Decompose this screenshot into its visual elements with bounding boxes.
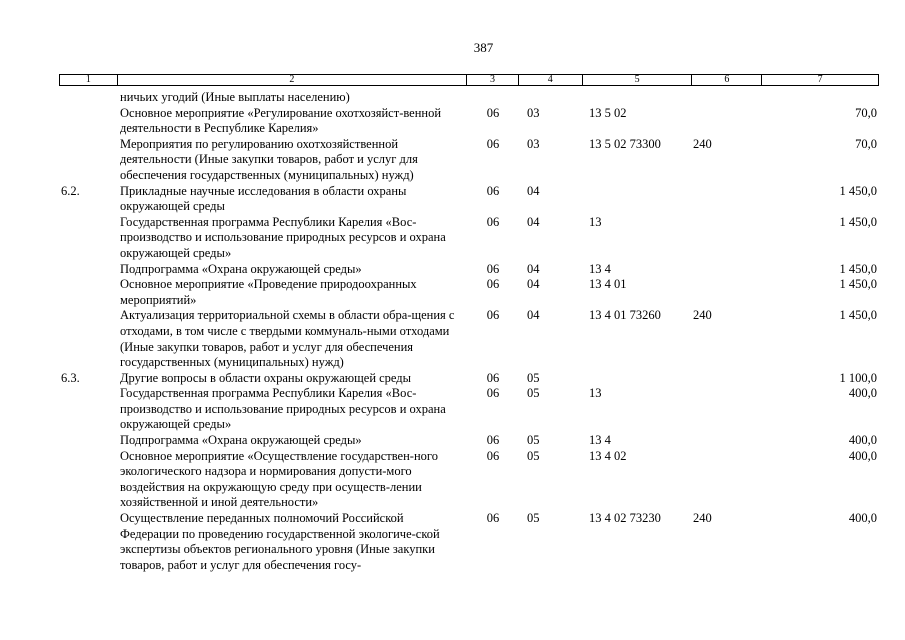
row-section: 06: [486, 511, 500, 526]
page-number: 387: [473, 40, 494, 55]
row-expense-type: [693, 449, 763, 511]
row-name: Основное мероприятие «Проведение природоохранных мероприятий»: [120, 277, 417, 307]
row-subsection: 05: [527, 448, 540, 463]
row-number: 6.3.: [61, 370, 80, 385]
table-body: [59, 90, 879, 573]
row-expense-type: [693, 371, 763, 387]
row-section: 06: [486, 214, 500, 229]
row-name: ничьих угодий (Иные выплаты населению): [120, 90, 350, 104]
row-expense-type: [693, 386, 763, 433]
row-section: 06: [486, 370, 500, 385]
row-amount: 70,0: [855, 105, 877, 120]
table-row: [59, 184, 879, 215]
table-row: [59, 449, 879, 511]
row-target-article: 13: [589, 214, 602, 229]
row-name: Подпрограмма «Охрана окружающей среды»: [120, 261, 362, 276]
row-name: Осуществление переданных полномочий Российской Федерации по проведению государственной экологиче-ской экспертизы объектов регионального уровня (Иные закупки товаров, работ и услуг для обеспечения госу-: [120, 511, 440, 572]
row-subsection: 04: [527, 214, 540, 229]
row-name: Мероприятия по регулированию охотхозяйственной деятельности (Иные закупки товаров, работ и услуг для обеспечения государственных (муниципальных) нужд): [120, 136, 418, 182]
row-name: Основное мероприятие «Осуществление государствен-ного экологического надзора и нормирования допусти-мого воздействия на окружающую среду при осуществ-лении хозяйственной и иной деятельности»: [120, 448, 438, 510]
row-section: 06: [486, 261, 500, 276]
header-col-7: 7: [817, 74, 823, 85]
table-row: [59, 386, 879, 433]
row-section: 06: [486, 136, 500, 151]
row-subsection: 04: [527, 308, 540, 323]
row-amount: [763, 90, 879, 106]
table-row: [59, 511, 879, 573]
row-subsection: 04: [527, 277, 540, 292]
row-amount: 70,0: [855, 136, 877, 151]
row-expense-type: [693, 262, 763, 278]
row-target-article: 13 4 02: [589, 448, 627, 463]
row-expense-type: 240: [693, 136, 712, 151]
row-amount: 1 450,0: [839, 277, 877, 292]
row-number: [59, 137, 117, 184]
header-col-4: 4: [519, 75, 583, 85]
row-amount: 400,0: [848, 511, 877, 526]
table-row: [59, 277, 879, 308]
row-number: [59, 106, 117, 137]
row-target-article: 13 4: [589, 433, 611, 448]
row-expense-type: 240: [693, 511, 712, 526]
table-row: [59, 106, 879, 137]
row-number: [59, 433, 117, 449]
header-col-1: 1: [60, 75, 118, 85]
row-subsection: 04: [527, 261, 540, 276]
row-target-article: 13 4 01 73260: [589, 308, 661, 323]
row-target-article: [583, 371, 693, 387]
row-section: 06: [486, 277, 500, 292]
table-row: [59, 308, 879, 370]
header-col-5: 5: [583, 75, 693, 85]
row-expense-type: [693, 184, 763, 215]
table-row: [59, 262, 879, 278]
row-amount: 1 100,0: [839, 370, 877, 385]
row-number: [59, 449, 117, 511]
row-number: [59, 277, 117, 308]
table-header: [59, 74, 879, 86]
row-name: Прикладные научные исследования в области охраны окружающей среды: [120, 183, 407, 214]
row-number: [59, 215, 117, 262]
row-section: 06: [486, 105, 500, 120]
row-name: Актуализация территориальной схемы в области обра-щения с отходами, в том числе с твердыми коммуналь-ными отходами (Иные закупки товаров, работ и услуг для обеспечения государственных (муниципальных) нужд): [120, 308, 455, 370]
row-subsection: 05: [527, 386, 540, 401]
row-subsection: 03: [527, 136, 540, 151]
row-target-article: 13 5 02: [589, 105, 627, 120]
row-section: [467, 90, 519, 106]
table-row: [59, 371, 879, 387]
row-expense-type: [693, 277, 763, 308]
row-number: 6.2.: [61, 183, 80, 198]
row-subsection: 03: [527, 105, 540, 120]
row-expense-type: [693, 90, 763, 106]
row-expense-type: [693, 215, 763, 262]
row-expense-type: 240: [693, 308, 712, 323]
row-amount: 400,0: [848, 386, 877, 401]
row-expense-type: [693, 106, 763, 137]
row-subsection: 05: [527, 370, 540, 385]
table-row: [59, 90, 879, 106]
row-target-article: 13 4 01: [589, 277, 627, 292]
row-name: Подпрограмма «Охрана окружающей среды»: [120, 433, 362, 448]
row-subsection: [519, 90, 583, 106]
header-col-6: 6: [692, 75, 762, 85]
row-name: Государственная программа Республики Карелия «Вос-производство и использование природных ресурсов и охрана окружающей среды»: [120, 214, 446, 260]
row-subsection: 04: [527, 183, 540, 198]
row-name: Другие вопросы в области охраны окружающей среды: [120, 370, 412, 385]
row-target-article: 13 4: [589, 261, 611, 276]
row-section: 06: [486, 386, 500, 401]
row-subsection: 05: [527, 433, 540, 448]
row-number: [59, 511, 117, 573]
row-target-article: [583, 184, 693, 215]
row-number: [59, 308, 117, 370]
header-col-3: 3: [467, 75, 519, 85]
row-target-article: 13 5 02 73300: [589, 136, 661, 151]
row-amount: 1 450,0: [839, 261, 877, 276]
row-target-article: 13 4 02 73230: [589, 511, 661, 526]
row-target-article: 13: [589, 386, 602, 401]
row-name: Государственная программа Республики Карелия «Вос-производство и использование природных ресурсов и охрана окружающей среды»: [120, 386, 446, 432]
row-section: 06: [486, 448, 500, 463]
table-row: [59, 433, 879, 449]
row-number: [59, 386, 117, 433]
header-col-2: 2: [118, 75, 467, 85]
row-amount: 400,0: [848, 448, 877, 463]
row-section: 06: [486, 433, 500, 448]
row-amount: 1 450,0: [839, 308, 877, 323]
row-subsection: 05: [527, 511, 540, 526]
row-amount: 400,0: [848, 433, 877, 448]
row-expense-type: [693, 433, 763, 449]
row-amount: 1 450,0: [839, 183, 877, 198]
row-target-article: [583, 90, 693, 106]
row-section: 06: [486, 183, 500, 198]
row-name: Основное мероприятие «Регулирование охотхозяйст-венной деятельности в Республике Карелия»: [120, 105, 442, 136]
row-number: [59, 262, 117, 278]
row-number: [59, 90, 117, 106]
table-row: [59, 137, 879, 184]
table-row: [59, 215, 879, 262]
row-section: 06: [486, 308, 500, 323]
row-amount: 1 450,0: [839, 214, 877, 229]
